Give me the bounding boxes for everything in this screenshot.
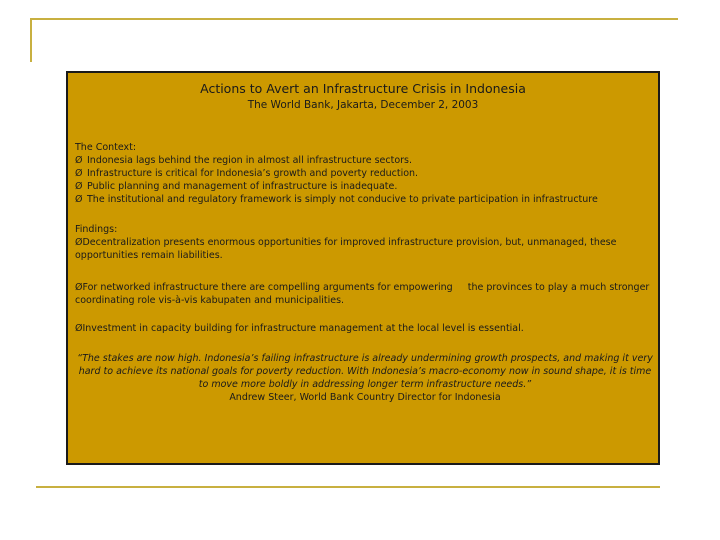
slide-title: Actions to Avert an Infrastructure Crisis in Indonesia [200, 81, 526, 96]
bullet-arrow-icon: Ø [75, 181, 83, 192]
finding-item [75, 281, 655, 307]
bottom-decorative-rule [36, 486, 660, 488]
top-decorative-rule [30, 18, 678, 20]
findings-section [75, 223, 655, 262]
context-item-text: Infrastructure is critical for Indonesia’s growth and poverty reduction. [87, 168, 419, 179]
bullet-arrow-icon: Ø [75, 168, 83, 179]
context-item-text: The institutional and regulatory framework is simply not conducive to private participation in infrastructure [87, 194, 598, 205]
context-item [75, 180, 655, 193]
quote-block [75, 352, 655, 404]
bullet-arrow-icon: Ø [75, 194, 83, 205]
finding-item-text: ØFor networked infrastructure there are compelling arguments for empowering the provinces to play a much stronger coordinating role vis-à-vis kabupaten and municipalities. [75, 282, 653, 306]
context-item [75, 167, 655, 180]
context-item [75, 154, 655, 167]
finding-item-text: ØInvestment in capacity building for infrastructure management at the local level is essential. [75, 323, 524, 334]
finding-item [75, 322, 655, 335]
context-item [75, 193, 655, 206]
left-decorative-rule [30, 18, 32, 62]
context-item-text: Public planning and management of infrastructure is inadequate. [87, 181, 398, 192]
content-panel [66, 71, 660, 465]
findings-heading: Findings: [75, 224, 118, 235]
quote-text: “The stakes are now high. Indonesia’s failing infrastructure is already undermining growth prospects, and making it very hard to achieve its national goals for poverty reduction. With Indonesia’s macro-economy now in sound shape, it is time to move more boldly in addressing longer term infrastructure needs.” [77, 353, 653, 390]
slide-subtitle: The World Bank, Jakarta, December 2, 2003 [247, 99, 479, 111]
context-heading: The Context: [75, 142, 137, 153]
context-item-text: Indonesia lags behind the region in almost all infrastructure sectors. [87, 155, 413, 166]
context-section [75, 141, 655, 206]
quote-attribution: Andrew Steer, World Bank Country Director for Indonesia [229, 392, 501, 403]
finding-item: ØDecentralization presents enormous opportunities for improved infrastructure provision, but, unmanaged, these opportunities remain liabilities. [75, 237, 617, 261]
bullet-arrow-icon: Ø [75, 155, 83, 166]
